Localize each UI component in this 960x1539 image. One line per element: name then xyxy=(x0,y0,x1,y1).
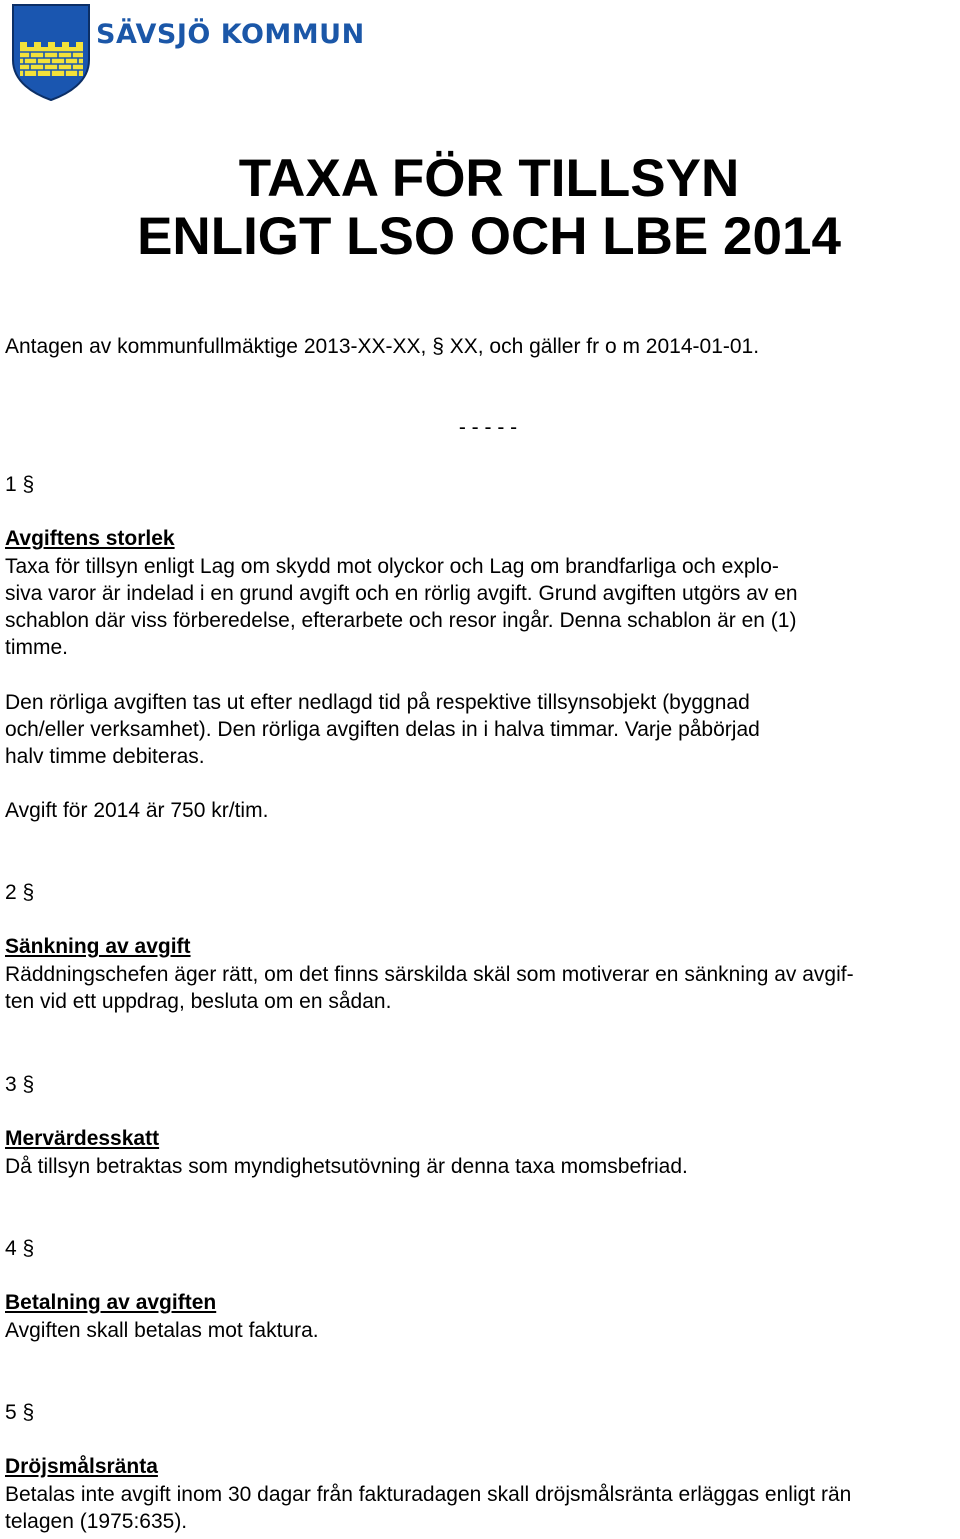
section-5 xyxy=(5,1399,960,1535)
section-separator: - - - - - xyxy=(458,416,518,439)
section-paragraph xyxy=(5,961,960,1015)
text-line: och/eller verksamhet). Den rörliga avgiften delas in i halva timmar. Varje påbörjad xyxy=(5,717,760,741)
coat-of-arms-icon xyxy=(10,2,92,102)
title-line-2: ENLIGT LSO OCH LBE 2014 xyxy=(137,207,841,266)
text-line: Då tillsyn betraktas som myndighetsutövning är denna taxa momsbefriad. xyxy=(5,1154,688,1178)
text-line: ten vid ett uppdrag, besluta om en sådan. xyxy=(5,989,392,1013)
section-heading: Sänkning av avgift xyxy=(5,935,191,959)
text-line: timme. xyxy=(5,636,68,660)
text-line: telagen (1975:635). xyxy=(5,1509,188,1533)
text-line: Räddningschefen äger rätt, om det finns särskilda skäl som motiverar en sänkning av avgif- xyxy=(5,962,854,986)
section-3 xyxy=(5,1071,960,1180)
municipality-name: SÄVSJÖ KOMMUN xyxy=(96,19,365,50)
text-line: halv timme debiteras. xyxy=(5,745,205,768)
document-title xyxy=(0,150,960,266)
section-paragraph xyxy=(5,1317,960,1344)
section-number: 1 § xyxy=(5,473,35,496)
section-heading: Avgiftens storlek xyxy=(5,527,175,551)
section-number: 3 § xyxy=(5,1073,35,1096)
section-number: 5 § xyxy=(5,1401,35,1424)
section-paragraph xyxy=(5,553,960,662)
text-line: Taxa för tillsyn enligt Lag om skydd mot olyckor och Lag om brandfarliga och explo- xyxy=(5,554,779,578)
section-heading: Dröjsmålsränta xyxy=(5,1455,158,1479)
text-line: Avgiften skall betalas mot faktura. xyxy=(5,1318,319,1342)
text-line: schablon där viss förberedelse, efterarbete och resor ingår. Denna schablon är en (1) xyxy=(5,609,797,632)
text-line: Den rörliga avgiften tas ut efter nedlagd tid på respektive tillsynsobjekt (byggnad xyxy=(5,690,750,714)
section-paragraph xyxy=(5,1153,960,1180)
title-line-1: TAXA FÖR TILLSYN xyxy=(238,149,740,208)
text-line: siva varor är indelad i en grund avgift och en rörlig avgift. Grund avgiften utgörs av en xyxy=(5,581,798,605)
section-2 xyxy=(5,879,960,1015)
text-line: Avgift för 2014 är 750 kr/tim. xyxy=(5,799,269,823)
section-paragraph xyxy=(5,1481,960,1535)
section-1 xyxy=(5,471,960,825)
section-4 xyxy=(5,1235,960,1344)
section-paragraph xyxy=(5,689,960,771)
adoption-note: Antagen av kommunfullmäktige 2013-XX-XX, § XX, och gäller fr o m 2014-01-01. xyxy=(5,335,760,358)
section-number: 2 § xyxy=(5,881,35,904)
text-line: Betalas inte avgift inom 30 dagar från fakturadagen skall dröjsmålsränta erläggas enligt rän xyxy=(5,1482,852,1506)
document-header xyxy=(8,0,528,110)
section-number: 4 § xyxy=(5,1237,35,1260)
section-heading: Mervärdesskatt xyxy=(5,1127,160,1151)
section-paragraph xyxy=(5,797,960,824)
section-heading: Betalning av avgiften xyxy=(5,1291,217,1315)
